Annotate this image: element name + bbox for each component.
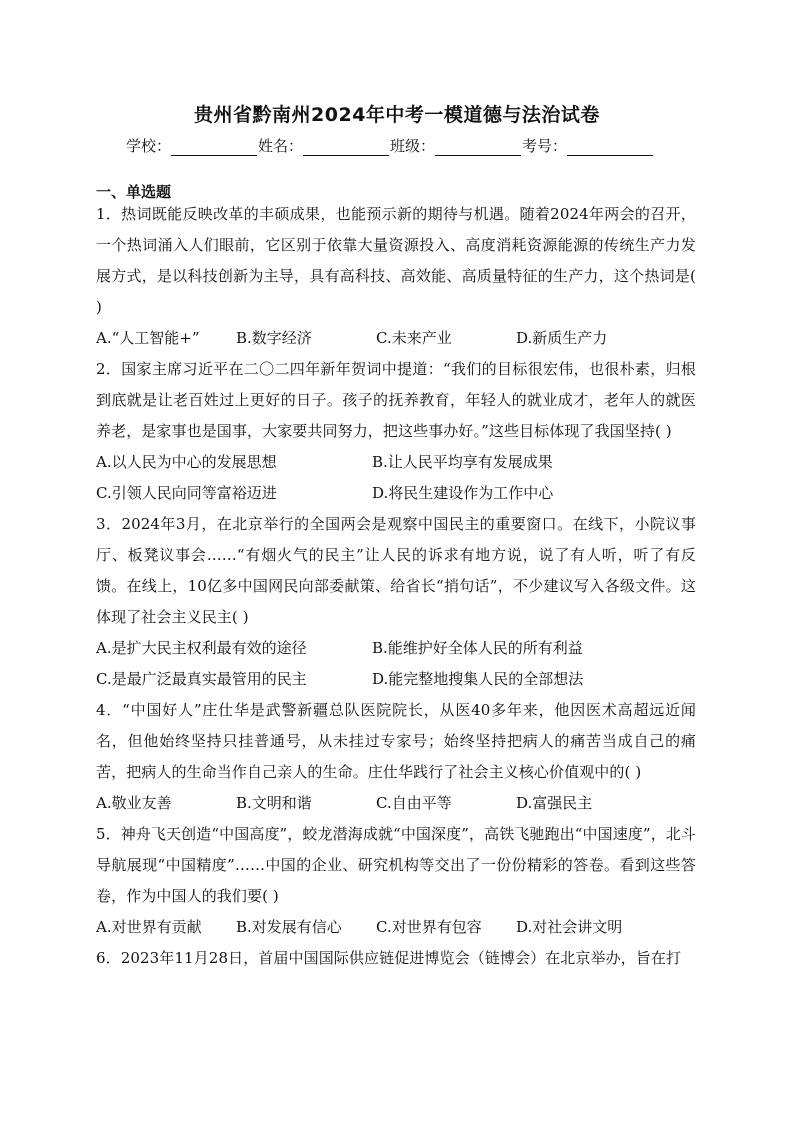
name-label: 姓名： [258,137,304,155]
section-heading: 一、单选题 [96,183,172,201]
question-4-option-d[interactable]: D.富强民主 [516,794,593,812]
question-list [96,199,696,974]
question-4-options [96,788,696,819]
name-blank[interactable] [303,141,389,156]
question-3-text: 3．2024年3月，在北京举行的全国两会是观察中国民主的重要窗口。在线下，小院议事厅、板凳议事会……“有烟火气的民主”让人民的诉求有地方说，说了有人听，听了有反馈。在线上，10亿多中国网民向部委献策、给省长“捎句话”，不少建议写入各级文件。这体现了社会主义民主( ) [96,515,696,626]
question-4-option-b[interactable]: B.文明和谐 [236,794,312,812]
question-6-text: 6．2023年11月28日，首届中国国际供应链促进博览会（链博会）在北京举办，旨在打 [96,949,682,967]
question-3-options-row-1 [96,633,696,664]
question-5-options [96,912,696,943]
question-1-option-a[interactable]: A.“人工智能+” [96,329,200,347]
question-3-option-d[interactable]: D.能完整地搜集人民的全部想法 [372,670,584,688]
question-1-text: 1．热词既能反映改革的丰硕成果，也能预示新的期待与机遇。随着2024年两会的召开，一个热词涌入人们眼前，它区别于依靠大量资源投入、高度消耗资源能源的传统生产力发展方式，是以科技创新为主导，具有高科技、高效能、高质量特征的生产力，这个热词是( ) [96,205,696,316]
class-blank[interactable] [435,141,521,156]
question-4-text: 4．“中国好人”庄仕华是武警新疆总队医院院长，从医40多年来，他因医术高超远近闻名，但他始终坚持只挂普通号，从未挂过专家号；始终坚持把病人的痛苦当成自己的痛苦，把病人的生命当作自己亲人的生命。庄仕华践行了社会主义核心价值观中的( ) [96,701,696,781]
exam-number-blank[interactable] [567,141,653,156]
question-3-option-b[interactable]: B.能维护好全体人民的所有利益 [372,639,583,657]
question-1-option-b[interactable]: B.数字经济 [236,329,312,347]
school-blank[interactable] [171,141,257,156]
class-label: 班级： [390,137,436,155]
question-2-options-row-2 [96,478,696,509]
school-field [126,135,258,156]
question-2-option-a[interactable]: A.以人民为中心的发展思想 [96,453,277,471]
question-1-option-d[interactable]: D.新质生产力 [516,329,608,347]
question-4-option-c[interactable]: C.自由平等 [376,794,452,812]
name-field [258,135,390,156]
question-5-option-a[interactable]: A.对世界有贡献 [96,918,202,936]
exam-number-label: 考号： [522,137,568,155]
question-5-text: 5．神舟飞天创造“中国高度”，蛟龙潜海成就“中国深度”，高铁飞驰跑出“中国速度”，北斗导航展现“中国精度”……中国的企业、研究机构等交出了一份份精彩的答卷。看到这些答卷，作为中国人的我们要( ) [96,825,696,905]
question-2-option-d[interactable]: D.将民生建设作为工作中心 [372,484,554,502]
question-3-option-c[interactable]: C.是最广泛最真实最管用的民主 [96,670,307,688]
question-5-option-b[interactable]: B.对发展有信心 [236,918,342,936]
question-2-text: 2．国家主席习近平在二〇二四年新年贺词中提道：“我们的目标很宏伟，也很朴素，归根到底就是让老百姓过上更好的日子。孩子的抚养教育，年轻人的就业成才，老年人的就医养老，是家事也是国事，大家要共同努力，把这些事办好。”这些目标体现了我国坚持( ) [96,360,696,440]
question-2-options-row-1 [96,447,696,478]
question-5-option-c[interactable]: C.对世界有包容 [376,918,482,936]
exam-title: 贵州省黔南州2024年中考一模道德与法治试卷 [194,104,600,126]
exam-number-field [522,135,654,156]
question-1-option-c[interactable]: C.未来产业 [376,329,452,347]
question-4-option-a[interactable]: A.敬业友善 [96,794,172,812]
student-info-row [126,135,686,156]
question-3-options-row-2 [96,664,696,695]
question-2-option-c[interactable]: C.引领人民向同等富裕迈进 [96,484,277,502]
class-field [390,135,522,156]
question-1-options [96,323,696,354]
question-2-option-b[interactable]: B.让人民平均享有发展成果 [372,453,553,471]
question-3-option-a[interactable]: A.是扩大民主权利最有效的途径 [96,639,307,657]
school-label: 学校： [126,137,172,155]
question-5-option-d[interactable]: D.对社会讲文明 [516,918,623,936]
